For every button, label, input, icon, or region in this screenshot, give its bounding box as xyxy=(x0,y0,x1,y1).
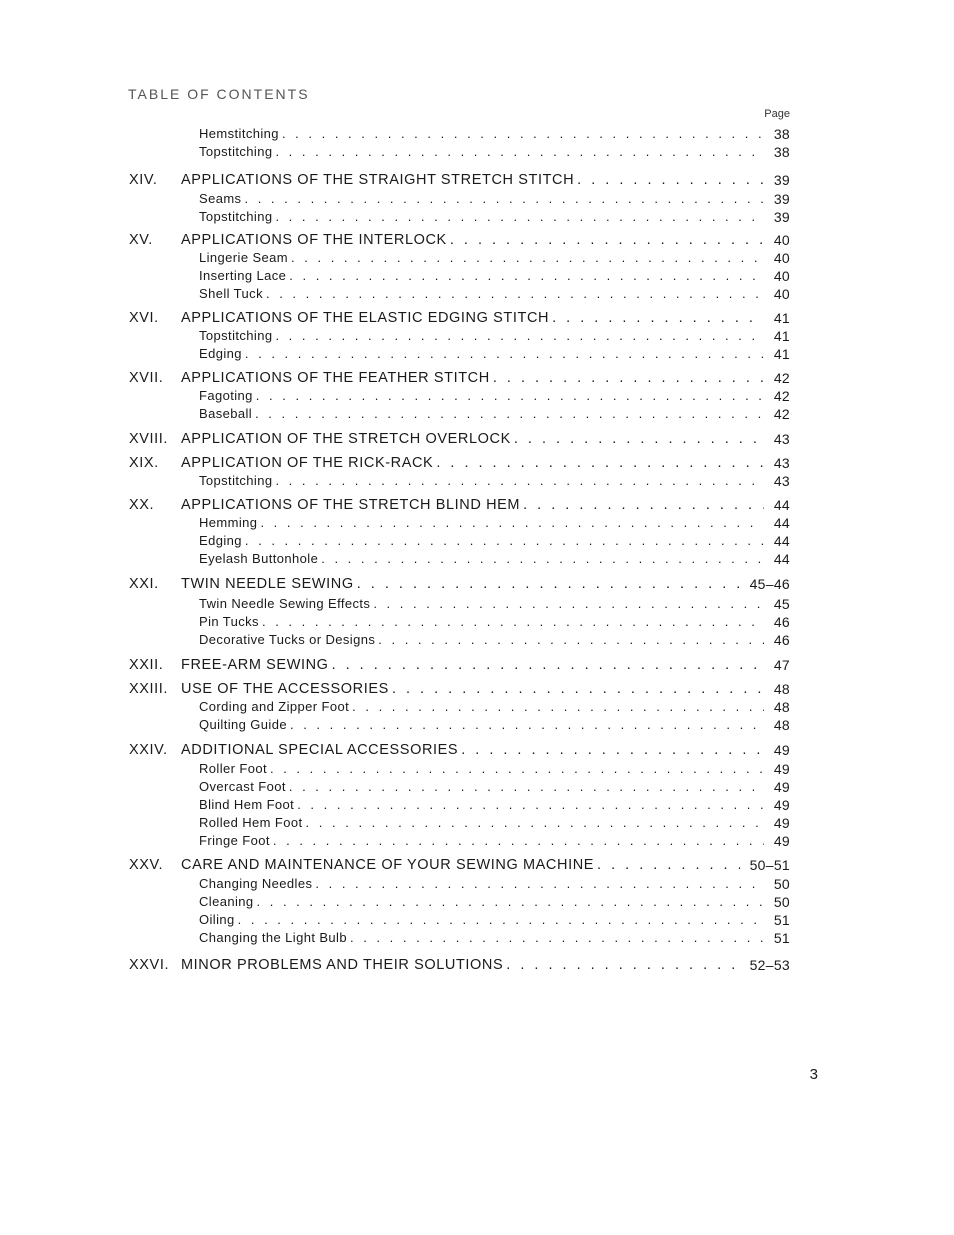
page-ref: 44 xyxy=(771,533,790,549)
dot-leader xyxy=(352,699,764,714)
page-ref: 42 xyxy=(771,406,790,422)
toc-subentry-row xyxy=(0,346,954,364)
section-number: XV. xyxy=(129,232,153,248)
dot-leader xyxy=(392,681,764,697)
dot-leader xyxy=(262,614,764,629)
dot-leader xyxy=(436,455,763,471)
toc-subentry-row xyxy=(0,473,954,491)
toc-subentry-row xyxy=(0,551,954,569)
toc-subentry-row xyxy=(0,614,954,632)
dot-leader xyxy=(257,894,764,909)
entry-label: Edging xyxy=(199,533,242,548)
page-ref: 49 xyxy=(771,797,790,813)
entry-label: Shell Tuck xyxy=(199,286,263,301)
entry-label: MINOR PROBLEMS AND THEIR SOLUTIONS xyxy=(181,957,504,973)
toc-section-row xyxy=(0,657,954,675)
toc-section-row xyxy=(0,310,954,328)
section-title xyxy=(181,576,743,592)
page-ref: 44 xyxy=(771,515,790,531)
page-ref: 39 xyxy=(771,172,790,188)
dot-leader xyxy=(245,533,764,548)
page-ref: 43 xyxy=(771,455,790,471)
dot-leader xyxy=(350,930,764,945)
dot-leader xyxy=(523,497,764,513)
dot-leader xyxy=(461,742,764,758)
entry-label: Changing the Light Bulb xyxy=(199,930,347,945)
entry-label: Seams xyxy=(199,191,242,206)
page-title: TABLE OF CONTENTS xyxy=(128,86,310,102)
dot-leader xyxy=(373,596,764,611)
dot-leader xyxy=(306,815,764,830)
dot-leader xyxy=(357,576,740,592)
entry-label: USE OF THE ACCESSORIES xyxy=(181,681,389,697)
page-ref: 40 xyxy=(771,268,790,284)
subentry-title xyxy=(199,551,767,566)
subentry-title xyxy=(199,894,767,909)
page-ref: 41 xyxy=(771,310,790,326)
page-ref: 49 xyxy=(771,815,790,831)
section-title xyxy=(181,681,767,697)
page-ref: 42 xyxy=(771,370,790,386)
dot-leader xyxy=(245,346,764,361)
page-ref: 49 xyxy=(771,779,790,795)
page-ref: 52–53 xyxy=(747,957,790,973)
toc-section-row xyxy=(0,232,954,250)
entry-label: Fagoting xyxy=(199,388,253,403)
page-ref: 39 xyxy=(771,191,790,207)
entry-label: TWIN NEEDLE SEWING xyxy=(181,576,354,592)
entry-label: Topstitching xyxy=(199,473,273,488)
section-number: XXI. xyxy=(129,576,159,592)
dot-leader xyxy=(273,833,764,848)
subentry-title xyxy=(199,286,767,301)
section-number: XXII. xyxy=(129,657,164,673)
entry-label: Roller Foot xyxy=(199,761,267,776)
subentry-title xyxy=(199,596,767,611)
entry-label: Inserting Lace xyxy=(199,268,287,283)
entry-label: Cleaning xyxy=(199,894,254,909)
toc-section-row xyxy=(0,370,954,388)
entry-label: Quilting Guide xyxy=(199,717,287,732)
entry-label: Pin Tucks xyxy=(199,614,259,629)
subentry-title xyxy=(199,699,767,714)
dot-leader xyxy=(260,515,763,530)
entry-label: Baseball xyxy=(199,406,253,421)
page-ref: 45–46 xyxy=(747,576,790,592)
dot-leader xyxy=(270,761,764,776)
toc-section-row xyxy=(0,455,954,473)
page-ref: 48 xyxy=(771,717,790,733)
page-ref: 45 xyxy=(771,596,790,612)
entry-label: Changing Needles xyxy=(199,876,313,891)
section-title xyxy=(181,957,743,973)
subentry-title xyxy=(199,144,767,159)
dot-leader xyxy=(315,876,763,891)
subentry-title xyxy=(199,126,767,141)
entry-label: Hemming xyxy=(199,515,258,530)
section-title xyxy=(181,742,767,758)
toc-subentry-row xyxy=(0,912,954,930)
dot-leader xyxy=(450,232,764,248)
page-ref: 44 xyxy=(771,497,790,513)
entry-label: Rolled Hem Foot xyxy=(199,815,303,830)
toc-section-row xyxy=(0,681,954,699)
section-number: XXVI. xyxy=(129,957,170,973)
page-ref: 41 xyxy=(771,346,790,362)
dot-leader xyxy=(577,172,764,188)
dot-leader xyxy=(266,286,764,301)
entry-label: Eyelash Buttonhole xyxy=(199,551,319,566)
subentry-title xyxy=(199,346,767,361)
section-number: XVI. xyxy=(129,310,159,326)
section-number: XIX. xyxy=(129,455,159,471)
subentry-title xyxy=(199,328,767,343)
page-ref: 50–51 xyxy=(747,857,790,873)
entry-label: APPLICATIONS OF THE STRAIGHT STRETCH STITCH xyxy=(181,172,575,188)
page-ref: 46 xyxy=(771,614,790,630)
entry-label: APPLICATIONS OF THE STRETCH BLIND HEM xyxy=(181,497,521,513)
entry-label: APPLICATIONS OF THE FEATHER STITCH xyxy=(181,370,490,386)
toc-subentry-row xyxy=(0,779,954,797)
section-number: XX. xyxy=(129,497,155,513)
section-number: XXV. xyxy=(129,857,164,873)
section-title xyxy=(181,310,767,326)
subentry-title xyxy=(199,473,767,488)
dot-leader xyxy=(332,657,764,673)
page-ref: 43 xyxy=(771,473,790,489)
subentry-title xyxy=(199,930,767,945)
page-ref: 50 xyxy=(771,876,790,892)
dot-leader xyxy=(506,957,739,973)
subentry-title xyxy=(199,406,767,421)
dot-leader xyxy=(493,370,764,386)
entry-label: Edging xyxy=(199,346,242,361)
subentry-title xyxy=(199,388,767,403)
section-number: XVII. xyxy=(129,370,164,386)
toc-section-row xyxy=(0,857,954,875)
dot-leader xyxy=(275,209,763,224)
subentry-title xyxy=(199,632,767,647)
page-ref: 48 xyxy=(771,681,790,697)
toc-subentry-row xyxy=(0,699,954,717)
toc-subentry-row xyxy=(0,144,954,162)
entry-label: Lingerie Seam xyxy=(199,250,289,265)
page-ref: 39 xyxy=(771,209,790,225)
toc-section-row xyxy=(0,742,954,760)
subentry-title xyxy=(199,268,767,283)
entry-label: Blind Hem Foot xyxy=(199,797,295,812)
page-ref: 47 xyxy=(771,657,790,673)
section-title xyxy=(181,455,767,471)
subentry-title xyxy=(199,515,767,530)
subentry-title xyxy=(199,614,767,629)
toc-subentry-row xyxy=(0,815,954,833)
subentry-title xyxy=(199,209,767,224)
section-title xyxy=(181,657,767,673)
entry-label: CARE AND MAINTENANCE OF YOUR SEWING MACHINE xyxy=(181,857,595,873)
subentry-title xyxy=(199,761,767,776)
dot-leader xyxy=(289,779,764,794)
entry-label: Topstitching xyxy=(199,209,273,224)
page-ref: 51 xyxy=(771,930,790,946)
subentry-title xyxy=(199,912,767,927)
toc-subentry-row xyxy=(0,126,954,144)
page-ref: 50 xyxy=(771,894,790,910)
dot-leader xyxy=(514,431,764,447)
section-number: XXIII. xyxy=(129,681,169,697)
page-ref: 40 xyxy=(771,286,790,302)
page-ref: 51 xyxy=(771,912,790,928)
toc-subentry-row xyxy=(0,894,954,912)
dot-leader xyxy=(321,551,764,566)
toc-section-row xyxy=(0,497,954,515)
entry-label: Topstitching xyxy=(199,144,273,159)
toc-subentry-row xyxy=(0,596,954,614)
page-ref: 38 xyxy=(771,126,790,142)
subentry-title xyxy=(199,779,767,794)
entry-label: Hemstitching xyxy=(199,126,279,141)
entry-label: Decorative Tucks or Designs xyxy=(199,632,376,647)
entry-label: ADDITIONAL SPECIAL ACCESSORIES xyxy=(181,742,459,758)
toc-subentry-row xyxy=(0,797,954,815)
dot-leader xyxy=(597,857,740,873)
entry-label: APPLICATIONS OF THE INTERLOCK xyxy=(181,232,447,248)
entry-label: Oiling xyxy=(199,912,235,927)
entry-label: Overcast Foot xyxy=(199,779,286,794)
dot-leader xyxy=(289,268,764,283)
subentry-title xyxy=(199,533,767,548)
page-ref: 46 xyxy=(771,632,790,648)
entry-label: Twin Needle Sewing Effects xyxy=(199,596,371,611)
toc-subentry-row xyxy=(0,191,954,209)
dot-leader xyxy=(275,473,763,488)
dot-leader xyxy=(297,797,764,812)
toc-section-row xyxy=(0,957,954,975)
section-title xyxy=(181,172,767,188)
dot-leader xyxy=(378,632,764,647)
entry-label: APPLICATIONS OF THE ELASTIC EDGING STITCH xyxy=(181,310,550,326)
subentry-title xyxy=(199,797,767,812)
entry-label: Topstitching xyxy=(199,328,273,343)
toc-subentry-row xyxy=(0,388,954,406)
subentry-title xyxy=(199,250,767,265)
entry-label: Cording and Zipper Foot xyxy=(199,699,350,714)
toc-section-row xyxy=(0,576,954,594)
section-number: XIV. xyxy=(129,172,158,188)
dot-leader xyxy=(290,717,764,732)
section-title xyxy=(181,232,767,248)
toc-subentry-row xyxy=(0,833,954,851)
page-ref: 49 xyxy=(771,761,790,777)
toc-subentry-row xyxy=(0,717,954,735)
toc-subentry-row xyxy=(0,250,954,268)
toc-section-row xyxy=(0,172,954,190)
subentry-title xyxy=(199,717,767,732)
toc-subentry-row xyxy=(0,515,954,533)
dot-leader xyxy=(282,126,764,141)
entry-label: FREE-ARM SEWING xyxy=(181,657,329,673)
toc-subentry-row xyxy=(0,876,954,894)
section-title xyxy=(181,497,767,513)
dot-leader xyxy=(275,144,763,159)
page-ref: 40 xyxy=(771,232,790,248)
toc-subentry-row xyxy=(0,761,954,779)
section-title xyxy=(181,857,743,873)
page-ref: 49 xyxy=(771,833,790,849)
section-title xyxy=(181,431,767,447)
dot-leader xyxy=(275,328,763,343)
toc-subentry-row xyxy=(0,632,954,650)
page-ref: 44 xyxy=(771,551,790,567)
section-number: XVIII. xyxy=(129,431,169,447)
page-ref: 43 xyxy=(771,431,790,447)
toc-subentry-row xyxy=(0,209,954,227)
toc-subentry-row xyxy=(0,328,954,346)
toc-subentry-row xyxy=(0,406,954,424)
toc-subentry-row xyxy=(0,930,954,948)
dot-leader xyxy=(256,388,764,403)
page-ref: 41 xyxy=(771,328,790,344)
toc-subentry-row xyxy=(0,533,954,551)
dot-leader xyxy=(291,250,764,265)
dot-leader xyxy=(552,310,764,326)
toc-subentry-row xyxy=(0,286,954,304)
page-column-label: Page xyxy=(764,108,790,120)
dot-leader xyxy=(255,406,764,421)
page-ref: 42 xyxy=(771,388,790,404)
section-number: XXIV. xyxy=(129,742,168,758)
toc-subentry-row xyxy=(0,268,954,286)
section-title xyxy=(181,370,767,386)
entry-label: APPLICATION OF THE STRETCH OVERLOCK xyxy=(181,431,511,447)
page-ref: 49 xyxy=(771,742,790,758)
subentry-title xyxy=(199,876,767,891)
page-ref: 40 xyxy=(771,250,790,266)
entry-label: APPLICATION OF THE RICK-RACK xyxy=(181,455,434,471)
subentry-title xyxy=(199,815,767,830)
page-number: 3 xyxy=(809,1066,818,1083)
page-ref: 48 xyxy=(771,699,790,715)
entry-label: Fringe Foot xyxy=(199,833,270,848)
subentry-title xyxy=(199,191,767,206)
dot-leader xyxy=(244,191,763,206)
toc-section-row xyxy=(0,431,954,449)
page-ref: 38 xyxy=(771,144,790,160)
subentry-title xyxy=(199,833,767,848)
dot-leader xyxy=(238,912,764,927)
